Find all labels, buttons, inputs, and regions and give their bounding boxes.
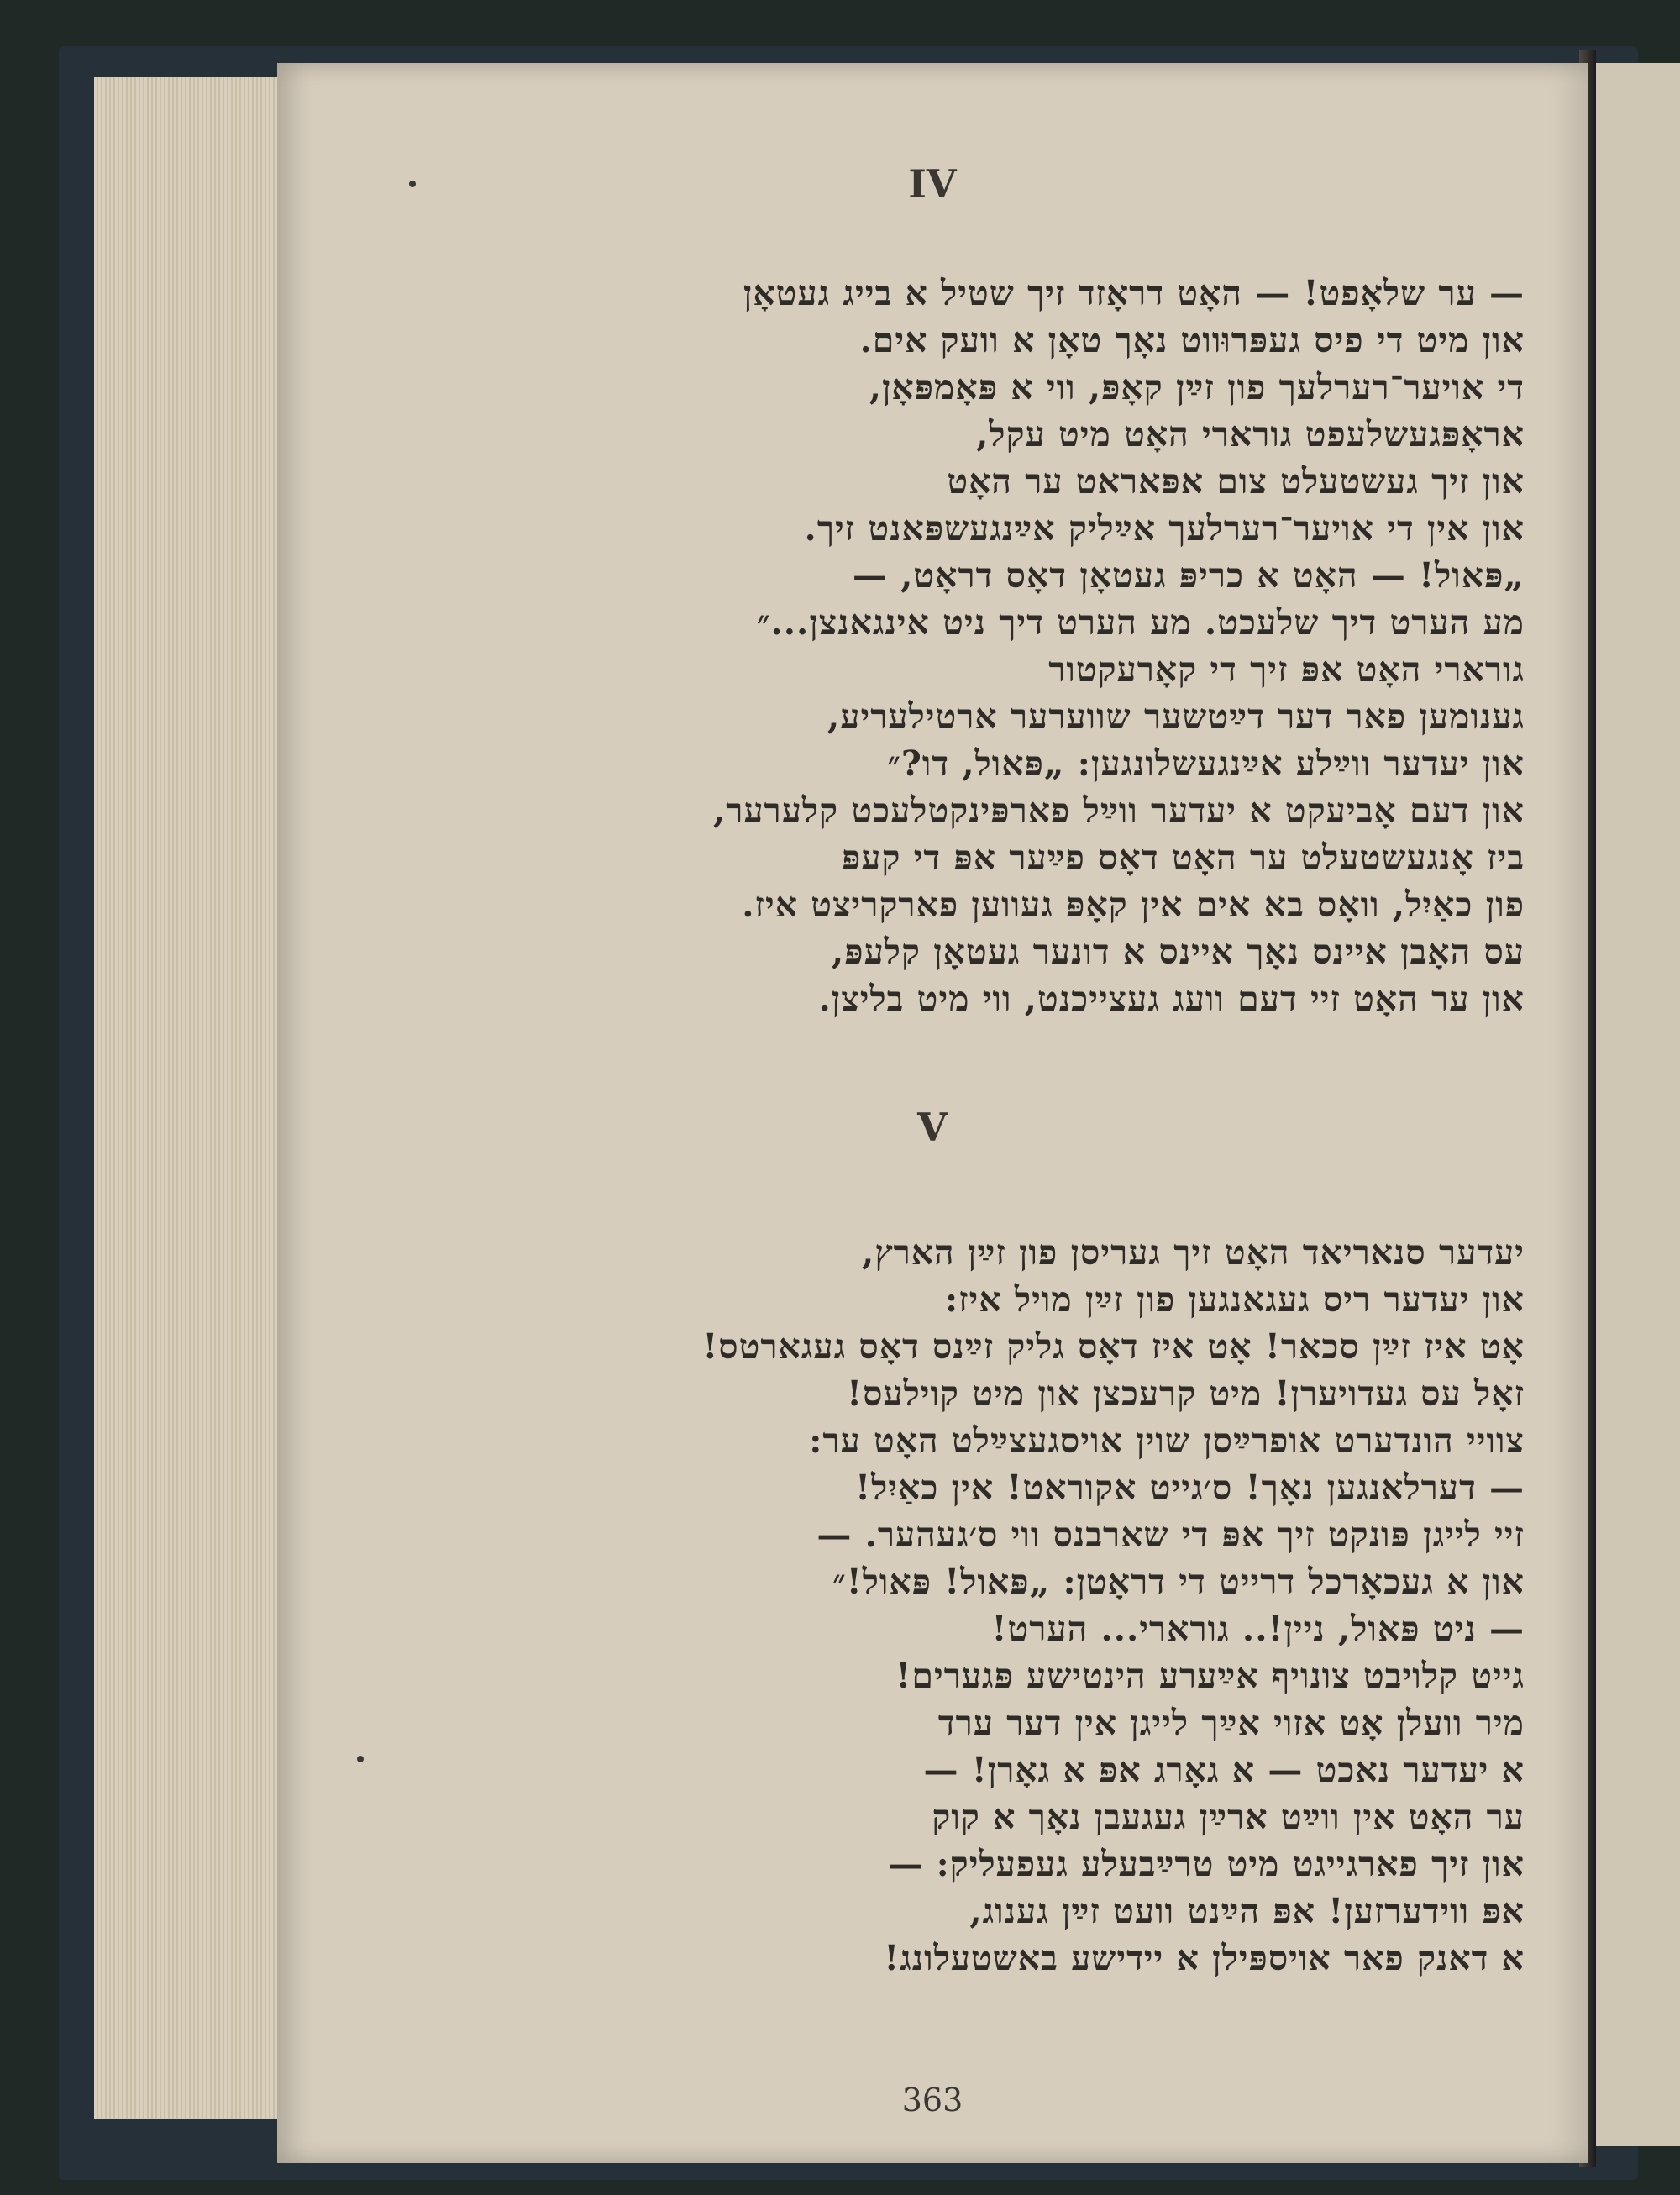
poem-line: און מיט די פיס געפּרוּווט נאָך טאָן א וועק אים. — [859, 320, 1525, 360]
poem-line: און זיך פארגייגט מיט טרײַבעלע געפעליק: — — [888, 1844, 1525, 1884]
section-heading-iv: IV — [908, 161, 957, 207]
book-page — [277, 63, 1588, 2163]
poem-line: זיי לייגן פּונקט זיך אפּ די שארבנס ווי ס׳געהער. — — [816, 1515, 1525, 1555]
poem-line: מיר וועלן אָט אזוי אײַך לייגן אין דער ערד — [937, 1703, 1525, 1743]
poem-line: גורארי האָט אפּ זיך די קאָרעקטור — [1048, 649, 1525, 690]
poem-line: אראָפּגעשלעפט גורארי האָט מיט עקל, — [976, 414, 1525, 454]
facing-page-edge — [1596, 63, 1680, 2146]
poem-line: און יעדער ריס געגאנגען פון זײַן מויל איז: — [944, 1279, 1525, 1320]
poem-line: — ניט פּאול, ניין!.. גורארי... הערט! — [991, 1609, 1525, 1649]
poem-line: עס האָבן איינס נאָך איינס א דונער געטאָן קלעפּ, — [832, 932, 1525, 972]
page-edges — [94, 77, 283, 2119]
poem-line: א יעדער נאכט — א גאָרג אפּ א גאָרן! — — [923, 1750, 1525, 1790]
poem-line: צוויי הונדערט אופרײַסן שוין אויסגעצײַלט האָט ער: — [809, 1420, 1525, 1461]
poem-line: זאָל עס געדויערן! מיט קרעכצן און מיט קוילעס! — [847, 1373, 1525, 1414]
poem-line: א דאנק פאר אויספּילן א יידישע באשטעלונג! — [884, 1938, 1525, 1978]
poem-line: און זיך געשטעלט צום אפּאראט ער האָט — [947, 461, 1525, 501]
poem-line: אָט איז זײַן סכאר! אָט איז דאָס גליק זײַנס דאָס געגארטס! — [702, 1326, 1525, 1367]
poem-line: און דעם אָביעקט א יעדער ווײַל פארפּינקטלעכט קלערער, — [712, 790, 1525, 831]
poem-line: און ער האָט זיי דעם וועג געצייכנט, ווי מיט בליצן. — [818, 979, 1525, 1019]
poem-line: די אויער־רערלעך פון זײַן קאָפּ, ווי א פּאָמפּאָן, — [869, 367, 1525, 407]
poem-line: און אין די אויער־רערלעך אײַליק אײַנגעשפּאנט זיך. — [804, 508, 1525, 549]
poem-line: — ער שלאָפט! — האָט דראָזד זיך שטיל א בייג געטאָן — [743, 273, 1525, 313]
poem-line: „פּאול! — האָט א כריפּ געטאָן דאָס דראָט, — — [852, 555, 1525, 596]
page-number: 363 — [901, 2082, 963, 2119]
poem-line: גענומען פאר דער דײַטשער שווערער ארטילעריע, — [827, 696, 1525, 737]
poem-line: יעדער סנאריאד האָט זיך געריסן פון זײַן הארץ, — [861, 1232, 1525, 1273]
poem-line: און א געכאָרכל דרייט די דראָטן: „פּאול! פּאול!״ — [832, 1562, 1525, 1602]
poem-line: ער האָט אין ווײַט ארײַן געגעבן נאָך א קוק — [932, 1797, 1525, 1837]
poem-line: און יעדער ווײַלע אײַנגעשלונגען: „פּאול, דו?״ — [887, 743, 1525, 784]
page-speck — [357, 1756, 364, 1762]
poem-line: גייט קלויבט צונויף אײַערע הינטישע פּגערים! — [895, 1656, 1525, 1696]
poem-line: — דערלאנגען נאָך! ס׳גייט אקוראט! אין כאַיִל! — [855, 1468, 1525, 1508]
poem-line: מע הערט דיך שלעכט. מע הערט דיך ניט אינגאנצן...״ — [756, 602, 1525, 643]
section-heading-v: V — [917, 1105, 948, 1150]
poem-line: ביז אָנגעשטעלט ער האָט דאָס פײַער אפּ די קעפּ — [841, 838, 1525, 878]
poem-line: אפּ ווידערזען! אפּ הײַנט וועט זײַן גענוג, — [969, 1891, 1525, 1931]
poem-line: פון כאַיִל, וואָס בא אים אין קאָפּ געווען פארקריצט איז. — [742, 885, 1525, 925]
